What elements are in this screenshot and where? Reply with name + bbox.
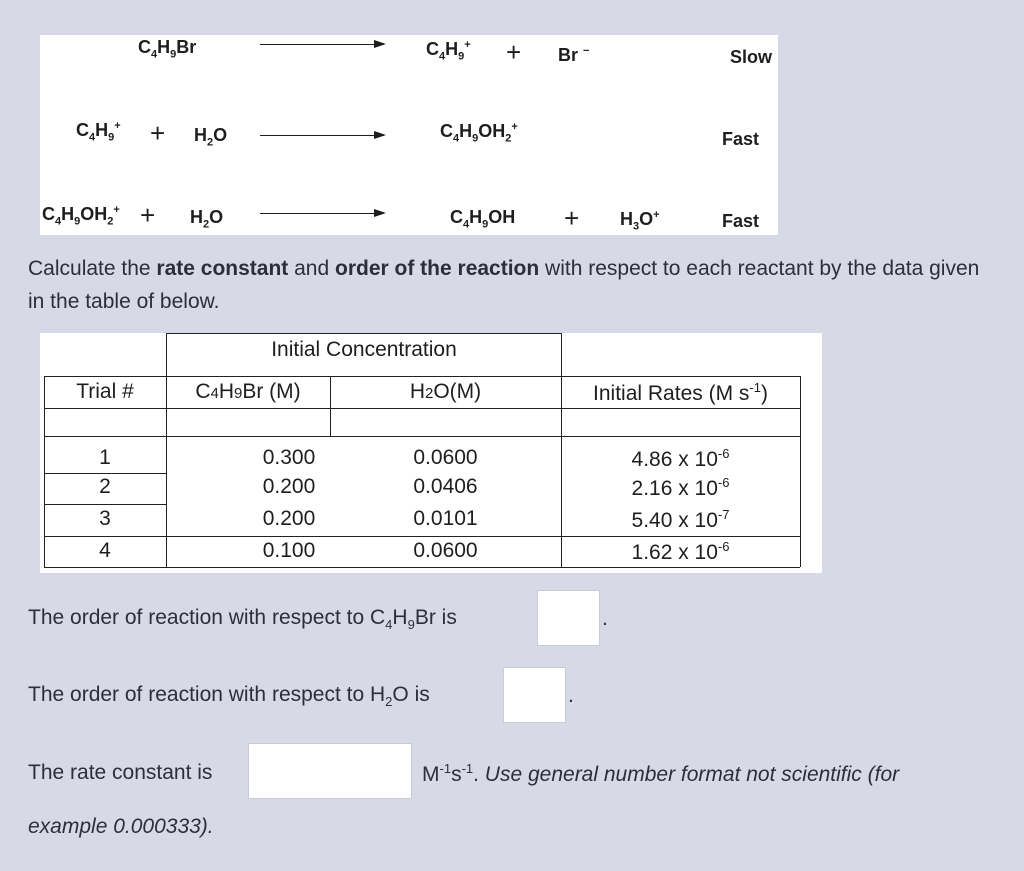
step3-plus2: + [564,203,580,233]
step1-arrow [260,44,384,45]
step3-plus1: + [140,200,156,230]
step1-product2: Br − [558,45,590,65]
step3-arrow [260,213,384,214]
prompt-text: with respect to each reactant by the data given in the table of below. [28,257,980,313]
row3-rate: 5.40 x $10^{-7}$ [631,507,730,532]
prompt-bold-order: order of the reaction [335,257,540,280]
question-rate-constant: The rate constant is [28,761,213,784]
period: . [602,607,608,630]
row1-rate: 4.86 x $10^{-6}$ [631,446,730,471]
rate-constant-unit: $M^{-1}s^{-1}$. Use general number format not scientific (for [422,761,900,786]
header-c4h9br: C4H9Br (M) [195,380,301,403]
step1-product1: $C_4H_9^+$ [426,39,471,63]
mechanism-image [40,35,778,235]
step2-speed: Fast [722,129,760,149]
row2-rate: 2.16 x $10^{-6}$ [631,475,730,500]
question-order-c4h9br: The order of reaction with respect to $C_4H_9Br$ is [28,606,457,633]
row1-c4h9br: 0.300 [262,446,316,469]
prompt-bold-rate-constant: rate constant [156,257,289,280]
period: . [568,684,574,707]
question-order-h2o: The order of reaction with respect to $H_2O$ is [28,683,430,710]
answer-order-h2o-input[interactable] [503,667,566,723]
header-trial: Trial # [76,380,134,403]
row3-h2o: 0.0101 [413,507,478,530]
row4-c4h9br: 0.100 [262,539,316,562]
row2-h2o: 0.0406 [413,475,478,498]
prompt-text: Calculate the [28,257,157,280]
header-h2o: H2O(M) [409,380,482,403]
step3-speed: Fast [722,211,760,231]
row2-c4h9br: 0.200 [262,475,316,498]
step2-reactant2: $H_2O$ [194,125,228,149]
prompt-text: and [288,257,336,280]
step3-product1: $C_4H_9OH$ [450,207,516,231]
step2-plus: + [150,118,166,148]
step2-arrow [260,135,384,136]
step1-speed: Slow [730,47,773,67]
answer-rate-constant-input[interactable] [248,743,412,799]
format-hint-example: example 0.000333). [28,815,214,838]
row3-c4h9br: 0.200 [262,507,316,530]
step3-reactant2: $H_2O$ [190,207,224,231]
step1-plus: + [506,37,522,67]
row4-rate: 1.62 x $10^{-6}$ [631,539,730,564]
step3-product2: $H_3O^+$ [620,209,660,233]
row4-trial: 4 [99,539,111,562]
step2-reactant1: $C_4H_9^+$ [76,120,121,144]
step3-reactant1: $C_4H_9OH_2^+$ [42,204,120,228]
step2-product: $C_4H_9OH_2^+$ [440,121,518,145]
group-header: Initial Concentration [271,338,457,361]
header-rate: Initial Rates (M $s^{-1}$) [593,380,768,405]
step1-reactant: $C_4H_9Br$ [138,37,197,61]
row3-trial: 3 [99,507,111,530]
row4-h2o: 0.0600 [413,539,478,562]
format-hint: Use general number format not scientific (for [484,763,900,786]
row2-trial: 2 [99,475,111,498]
data-table-image [40,333,822,573]
row1-h2o: 0.0600 [413,446,478,469]
question-prompt [28,252,998,318]
row1-trial: 1 [99,446,111,469]
answer-order-c4h9br-input[interactable] [537,590,600,646]
